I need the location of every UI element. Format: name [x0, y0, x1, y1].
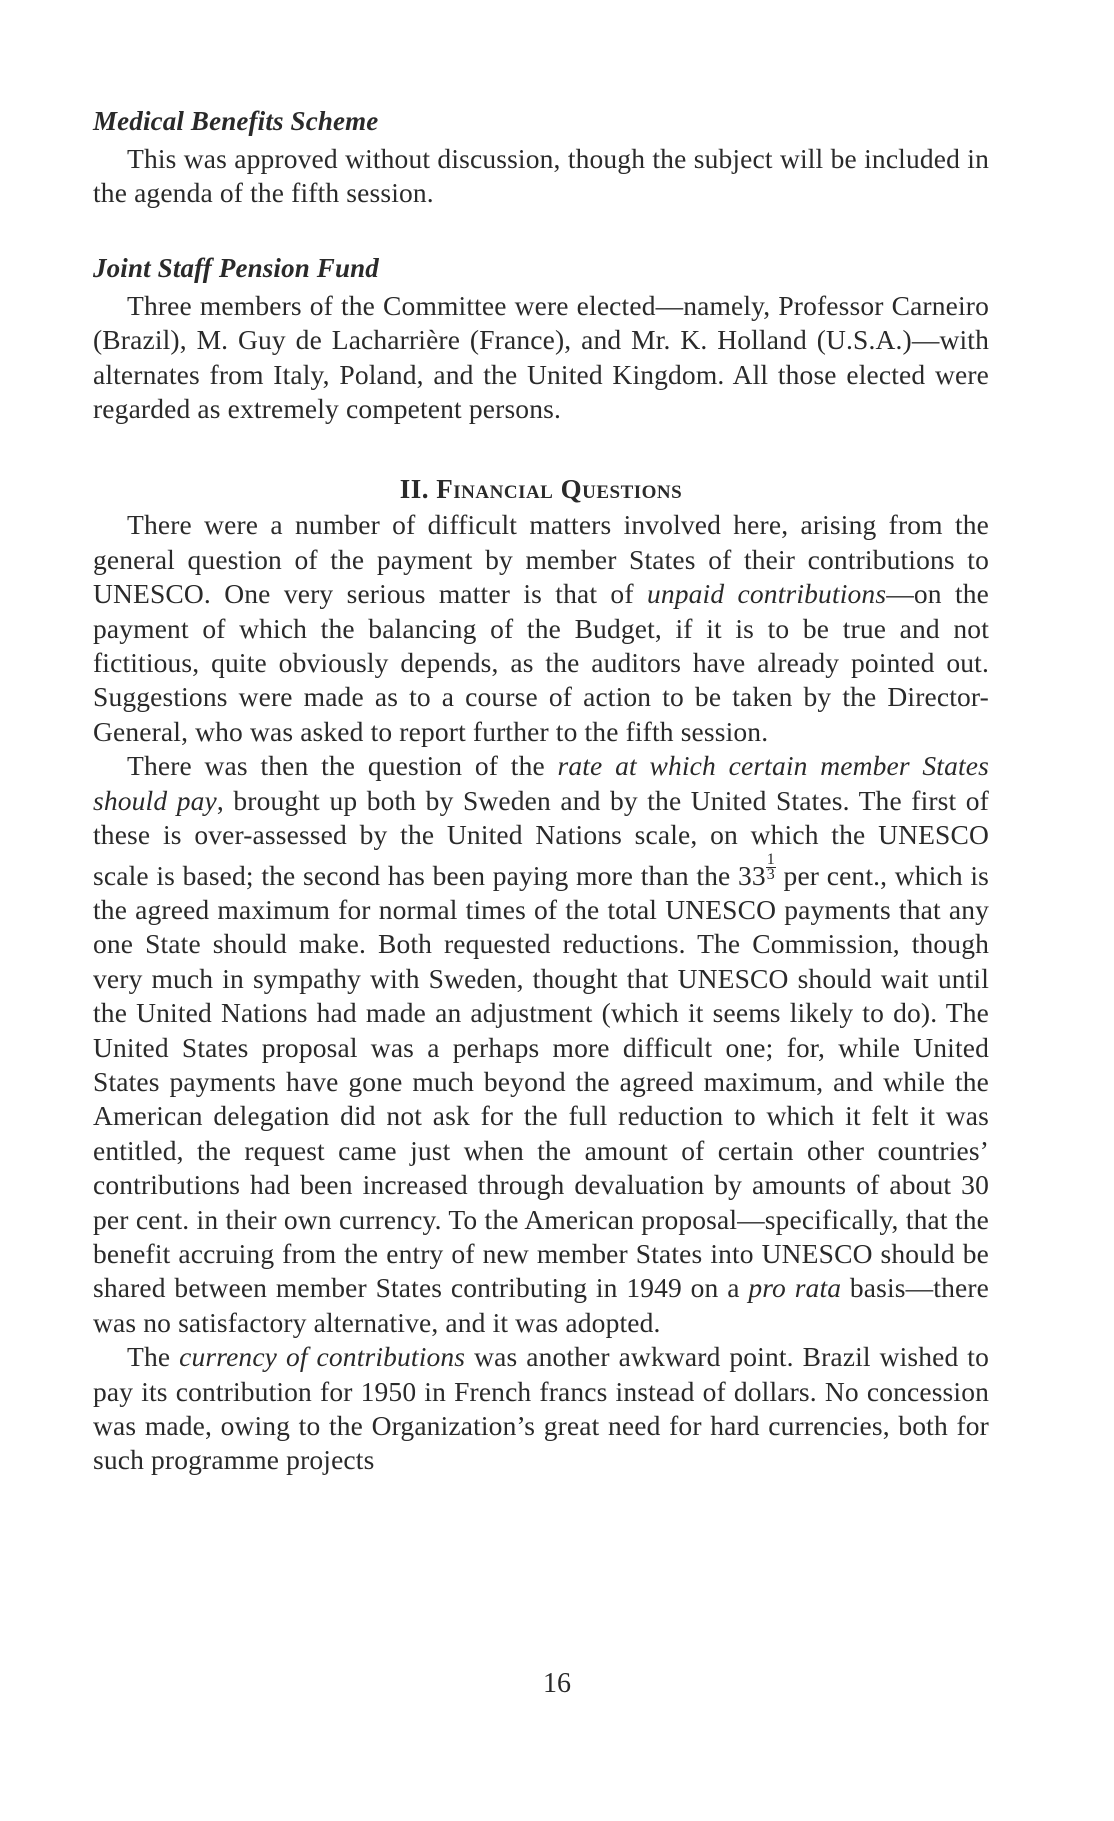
paragraph-unpaid-contributions — [93, 508, 989, 749]
emphasis-rate-of-payment: rate at which certain member States should pay — [93, 750, 989, 816]
text-run: basis—there was no satisfactory alternative, and it was adopted. — [93, 1272, 989, 1338]
fraction-numerator: 1 — [766, 850, 775, 868]
text-run: , brought up both by Sweden and by the United States. The first of these is over-assessed by the United Nations scale, on which the UNESCO scale is based; the second has been paying more than the 33 — [93, 784, 989, 891]
paragraph-currency — [93, 1340, 989, 1478]
fraction-denominator: 3 — [766, 865, 775, 883]
paragraph-rate-of-payment — [93, 749, 989, 1340]
page-number: 16 — [543, 1668, 571, 1699]
text-run: There were a number of difficult matters involved here, arising from the general question of the payment by member States of their contributions to UNESCO. One very serious matter is that of — [93, 509, 989, 610]
paragraph-pension-fund: Three members of the Committee were elected—namely, Professor Carneiro (Brazil), M. Guy de Lacharrière (France), and Mr. K. Holland (U.S.A.)—with alternates from Italy, Poland, and the United Kingdom. All those elected were regarded as extremely competent persons. — [93, 289, 989, 425]
emphasis-currency-of-contributions: currency of contributions — [179, 1341, 466, 1373]
page-body — [93, 100, 989, 1478]
emphasis-unpaid-contributions: unpaid contributions — [646, 578, 887, 610]
section-numeral: II. — [399, 474, 430, 505]
text-run: per cent., which is the agreed maximum for normal times of the total UNESCO payments that any one State should make. Both requested reductions. The Commission, though very much in sympathy with Sweden, thought that UNESCO should wait until the United Nations had made an adjustment (which it seems likely to do). The United States proposal was a perhaps more difficult one; for, while United States payments have gone much beyond the agreed maximum, and while the American delegation did not ask for the full reduction to which it felt it was entitled, the request came just when the amount of certain other countries’ contributions had been increased through devaluation by amounts of about 30 per cent. in their own currency. To the American proposal—specifically, that the benefit accruing from the entry of new member States into UNESCO should be shared between member States contributing in 1949 on a — [93, 859, 989, 1304]
text-run: was another awkward point. Brazil wished to pay its contribution for 1950 in French francs instead of dollars. No concession was made, owing to the Organization’s great need for hard currencies, both for such programme projects — [93, 1341, 989, 1476]
heading-medical-benefits: Medical Benefits Scheme — [93, 106, 379, 136]
paragraph-medical-benefits: This was approved without discussion, though the subject will be included in the agenda of the fifth session. — [93, 143, 989, 209]
text-run: There was then the question of the — [127, 750, 558, 782]
heading-pension-fund: Joint Staff Pension Fund — [93, 252, 379, 283]
emphasis-pro-rata: pro rata — [748, 1272, 842, 1304]
section-title-text: Financial Questions — [436, 474, 683, 505]
fraction-one-third — [766, 850, 776, 883]
section-title-financial — [93, 470, 989, 508]
text-run: The — [127, 1341, 180, 1373]
text-run: —on the payment of which the balancing of the Budget, if it is to be true and not fictitious, quite obviously depends, as the auditors have already pointed out. Suggestions were made as to a course of action to be taken by the Director-General, who was asked to report further to the fifth session. — [93, 578, 989, 747]
